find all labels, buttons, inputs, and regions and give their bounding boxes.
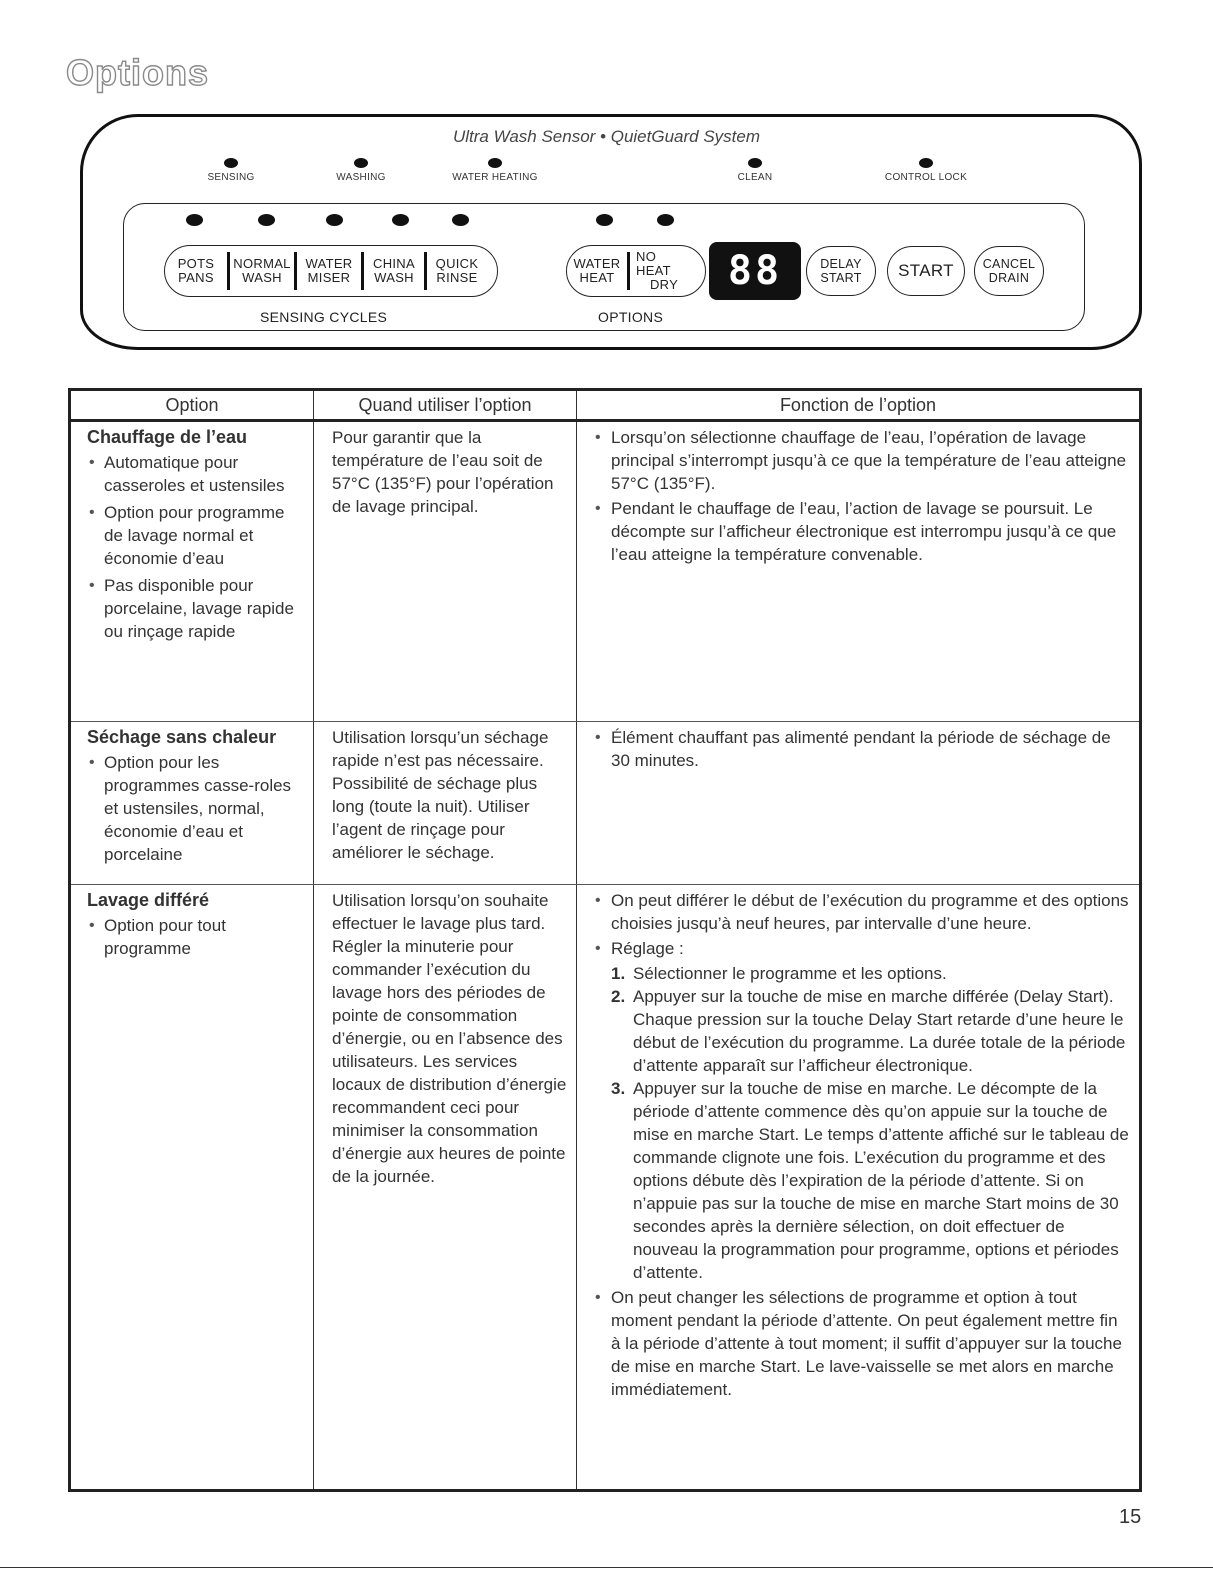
no-heat-dry-button[interactable] [630,249,698,292]
option-bullets [87,914,305,960]
step-number: 3. [611,1079,626,1098]
step-text: Appuyer sur la touche de mise en marche. Le décompte de la période d’attente commence dès qu’on appuie sur la touche de mise en marche Start. Le temps d’attente affiché sur le tableau de commande clignote une fois. L’exécution du programme et des options débute dès l’expiration de la période d’attente. Si on n’appuie pas sur la touche de mise en marche Start moins de 30 secondes après la dernière sélection, on doit effectuer de nouveau la programmation pour programme, options et périodes d’attente. [633,1079,1129,1282]
table-row [70,421,1141,722]
cycle-light-icon [326,214,343,226]
when-cell: Utilisation lorsqu’un séchage rapide n’est pas nécessaire. Possibilité de séchage plus long (toute la nuit). Utiliser l’agent de rinçage pour améliorer le séchage. [314,722,577,885]
button-label: NO HEAT [636,249,671,278]
option-cell [70,421,314,722]
indicator-washing [326,158,396,183]
page-number: 15 [1119,1506,1142,1528]
indicator-control-lock [870,158,982,183]
option-buttons [566,245,706,297]
indicator-light-icon [748,158,762,168]
step-number: 2. [611,987,626,1006]
step-number: 1. [611,964,626,983]
when-text: Régler la minuterie pour commander l’exécution du lavage hors des périodes de pointe de consommation d’énergie, ou en l’absence des utilisateurs. Les services locaux de distribution d’énergie recommandent ceci pour minimiser la consommation d’énergie aux heures de pointe de la journée. [332,937,567,1186]
indicator-label: CONTROL LOCK [884,172,968,183]
when-cell: Pour garantir que la température de l’eau soit de 57°C (135°F) pour l’opération de lavage principal. [314,421,577,722]
start-button[interactable] [887,246,965,296]
function-cell [577,885,1141,1491]
option-cell [70,885,314,1491]
list-item: • Élément chauffant pas alimenté pendant la période de séchage de 30 minutes. [591,726,1131,772]
page-title: Options [66,52,209,93]
button-label: HEAT [579,270,615,285]
list-item: • Option pour programme de lavage normal et économie d’eau [87,501,305,570]
button-label: QUICK [435,256,479,271]
button-label: START [820,271,862,285]
when-cell [314,885,577,1491]
button-label: NORMAL [233,256,291,271]
list-item: • Option pour les programmes casse-roles et ustensiles, normal, économie d’eau et porcelaine [87,751,305,866]
option-cell [70,722,314,885]
function-bullets [591,889,1131,1401]
table-header-row [70,390,1141,421]
option-bullets [87,751,305,866]
button-label: POTS [177,256,215,271]
indicator-light-icon [488,158,502,168]
cycle-buttons [164,245,498,297]
function-cell [577,421,1141,722]
cycle-light-icon [392,214,409,226]
indicator-sensing [196,158,266,183]
delay-start-button[interactable] [806,246,876,296]
step-item [611,985,1131,1077]
list-item: • On peut changer les sélections de programme et option à tout moment pendant la période d’attente. On peut également mettre fin à la période d’attente à tout moment; il suffit d’appuyer sur la touche de mise en marche Start. Le lave-vaisselle se met alors en marche immédiatement. [591,1286,1131,1401]
option-title: Séchage sans chaleur [87,727,277,747]
cancel-drain-button[interactable] [974,246,1044,296]
column-header-option: Option [70,390,314,421]
list-item: • Automatique pour casseroles et ustensiles [87,451,305,497]
list-item: • On peut différer le début de l’exécution du programme et des options choisies jusqu’à neuf heures, par intervalle d’une heure. [591,889,1131,935]
list-item: • Lorsqu’on sélectionne chauffage de l’eau, l’opération de lavage principal s’interrompt jusqu’à ce que la température de l’eau atteigne 57°C (135°F). [591,426,1131,495]
panel-tagline: Ultra Wash Sensor • QuietGuard System [452,127,761,146]
button-label: START [898,261,954,280]
footer-rule [0,1567,1213,1568]
column-header-function: Fonction de l’option [577,390,1141,421]
button-label: RINSE [436,270,478,285]
indicator-water-heating [440,158,550,183]
button-label: DRAIN [988,271,1030,285]
indicator-light-icon [919,158,933,168]
button-label: CANCEL [982,257,1036,271]
pots-pans-button[interactable] [165,254,227,288]
digital-display: 88 [709,242,801,300]
function-bullets [591,426,1131,566]
table-row [70,722,1141,885]
table-row [70,885,1141,1491]
cycle-light-icon [186,214,203,226]
quick-rinse-button[interactable] [427,254,487,288]
cycle-light-icon [258,214,275,226]
step-item [611,962,1131,985]
button-label: WASH [374,270,414,285]
step-text: Sélectionner le programme et les options. [633,964,947,983]
options-label: OPTIONS [598,309,664,325]
list-item: • Pas disponible pour porcelaine, lavage rapide ou rinçage rapide [87,574,305,643]
step-item [611,1077,1131,1284]
function-bullets [591,726,1131,772]
list-item [591,937,1131,1284]
sensing-cycles-label: SENSING CYCLES [260,309,388,325]
when-text: Utilisation lorsqu’on souhaite effectuer le lavage plus tard. [332,891,549,933]
indicator-clean [720,158,790,183]
button-label: CHINA [373,256,415,271]
setting-label: Réglage : [611,939,684,958]
option-light-icon [657,214,674,226]
indicator-label: CLEAN [737,172,773,183]
water-heat-button[interactable] [567,254,627,288]
button-label: WASH [242,270,282,285]
indicator-label: WATER HEATING [452,172,538,183]
button-label: WATER [573,256,621,271]
option-title: Lavage différé [87,890,210,910]
option-light-icon [596,214,613,226]
option-title: Chauffage de l’eau [87,427,248,447]
button-label: MISER [307,270,351,285]
indicator-label: SENSING [207,172,255,183]
china-wash-button[interactable] [364,254,424,288]
step-text: Appuyer sur la touche de mise en marche différée (Delay Start). Chaque pression sur la touche Delay Start retarde d’une heure le début de l’exécution du programme. La durée totale de la période d’attente apparaît sur l’afficheur électronique. [633,987,1126,1075]
indicator-label: WASHING [336,172,386,183]
list-item: • Pendant le chauffage de l’eau, l’action de lavage se poursuit. Le décompte sur l’afficheur électronique est interrompu jusqu’à ce que l’eau atteigne la température convenable. [591,497,1131,566]
setting-steps [611,962,1131,1284]
function-cell [577,722,1141,885]
button-label: PANS [178,270,214,285]
button-label: DRY [649,277,679,292]
list-item: • Option pour tout programme [87,914,305,960]
options-table [68,388,1142,1492]
button-label: WATER [305,256,353,271]
indicator-light-icon [354,158,368,168]
indicator-light-icon [224,158,238,168]
column-header-when: Quand utiliser l’option [314,390,577,421]
cycle-light-icon [452,214,469,226]
water-miser-button[interactable] [297,254,361,288]
button-label: DELAY [820,257,862,271]
normal-wash-button[interactable] [230,254,294,288]
option-bullets [87,451,305,643]
